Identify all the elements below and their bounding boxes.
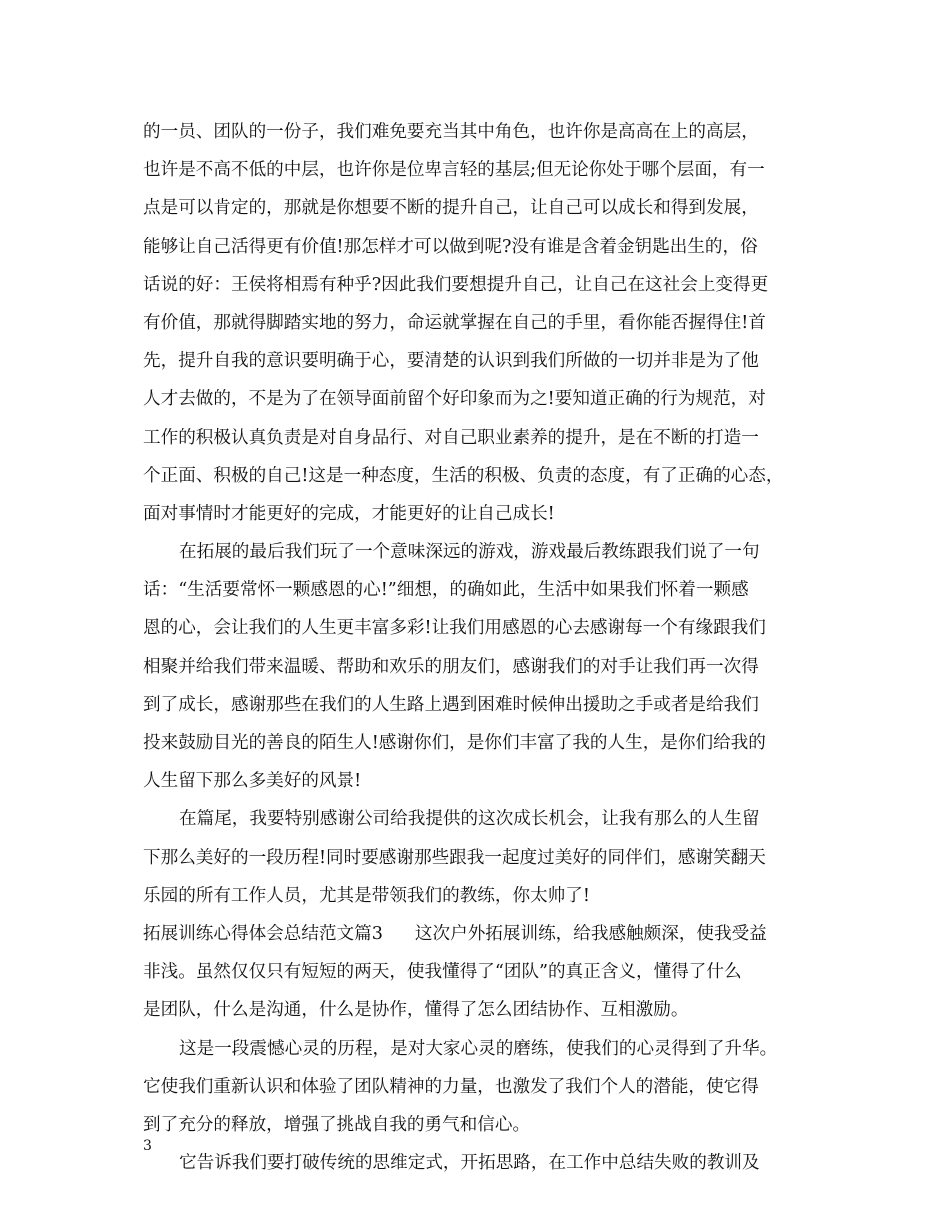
- text-line: [143, 380, 833, 418]
- text-line: [143, 189, 833, 227]
- text-line: [143, 877, 833, 915]
- text-line-content: 在篇尾，我要特别感谢公司给我提供的这次成长机会，让我有那么的人生留: [179, 809, 760, 830]
- text-line: [143, 1068, 833, 1106]
- text-line: [143, 1030, 833, 1068]
- text-line: [143, 495, 833, 533]
- text-line-content: 相聚并给我们带来温暖、帮助和欢乐的朋友们，感谢我们的对手让我们再一次得: [143, 656, 759, 677]
- text-line: [143, 800, 833, 838]
- page-number: 3: [143, 1138, 152, 1154]
- text-line: [143, 724, 833, 762]
- text-line: [143, 113, 833, 151]
- text-line: [143, 1106, 833, 1144]
- text-line-content: 人才去做的，不是为了在领导面前留个好印象而为之!要知道正确的行为规范，对: [143, 389, 766, 410]
- document-body: [143, 113, 833, 1182]
- text-line-content: 话：“生活要常怀一颗感恩的心!”细想，的确如此，生活中如果我们怀着一颗感: [143, 580, 749, 601]
- text-line-content: 它告诉我们要打破传统的思维定式，开拓思路，在工作中总结失败的教训及: [179, 1153, 760, 1174]
- text-line-content: 到了成长，感谢那些在我们的人生路上遇到困难时候伸出援助之手或者是给我们: [143, 694, 759, 715]
- text-line: [143, 228, 833, 266]
- text-line-content: 拓展训练心得体会总结范文篇3: [143, 923, 383, 944]
- text-line: [143, 457, 833, 495]
- text-line-content: 工作的积极认真负责是对自身品行、对自己职业素养的提升，是在不断的打造一: [143, 427, 759, 448]
- text-line: [143, 609, 833, 647]
- text-line-content: 是团队，什么是沟通，什么是协作，懂得了怎么团结协作、互相激励。: [143, 1000, 689, 1021]
- text-line-content: 有价值，那就得脚踏实地的努力，命运就掌握在自己的手里，看你能否握得住!首: [143, 312, 766, 333]
- text-line-content: 下那么美好的一段历程!同时要感谢那些跟我一起度过美好的同伴们，感谢笑翻天: [143, 847, 766, 868]
- text-line-content: 也许是不高不低的中层，也许你是位卑言轻的基层;但无论你处于哪个层面，有一: [143, 160, 765, 181]
- text-line: [143, 419, 833, 457]
- text-line-content: 到了充分的释放，增强了挑战自我的勇气和信心。: [143, 1114, 531, 1135]
- text-line: [143, 571, 833, 609]
- text-line: [143, 1144, 833, 1182]
- text-line: [143, 648, 833, 686]
- text-line-content: 的一员、团队的一份子，我们难免要充当其中角色，也许你是高高在上的高层，: [143, 122, 759, 142]
- text-line-content: 它使我们重新认识和体验了团队精神的力量，也激发了我们个人的潜能，使它得: [143, 1076, 759, 1097]
- text-line-content: 非浅。虽然仅仅只有短短的两天，使我懂得了“团队”的真正含义，懂得了什么: [143, 962, 742, 983]
- text-line: [143, 953, 833, 991]
- text-line: [143, 342, 833, 380]
- text-line-content: 恩的心，会让我们的人生更丰富多彩!让我们用感恩的心去感谢每一个有缘跟我们: [143, 618, 766, 639]
- text-line-content: 投来鼓励目光的善良的陌生人!感谢你们，是你们丰富了我的人生，是你们给我的: [143, 733, 766, 753]
- text-line: [143, 533, 833, 571]
- text-line-content: 面对事情时才能更好的完成，才能更好的让自己成长!: [143, 503, 555, 524]
- text-line-content: 乐园的所有工作人员，尤其是带领我们的教练，你太帅了!: [143, 885, 590, 906]
- text-line-content: 这是一段震憾心灵的历程，是对大家心灵的磨练，使我们的心灵得到了升华。: [179, 1038, 778, 1059]
- text-line: [143, 266, 833, 304]
- text-line-content: 在拓展的最后我们玩了一个意味深远的游戏，游戏最后教练跟我们说了一句: [179, 542, 760, 563]
- text-line-trailing: 这次户外拓展训练，给我感触颇深，使我受益: [414, 923, 767, 944]
- text-line-content: 话说的好：王侯将相焉有种乎?因此我们要想提升自己，让自己在这社会上变得更: [143, 274, 769, 295]
- text-line-content: 人生留下那么多美好的风景!: [143, 771, 362, 792]
- text-line: [143, 686, 833, 724]
- text-line: [143, 915, 833, 953]
- text-line-content: 点是可以肯定的，那就是你想要不断的提升自己，让自己可以成长和得到发展，: [143, 198, 759, 219]
- text-line: [143, 839, 833, 877]
- text-line: [143, 991, 833, 1029]
- text-line: [143, 762, 833, 800]
- text-line-content: 能够让自己活得更有价值!那怎样才可以做到呢?没有谁是含着金钥匙出生的，俗: [143, 236, 758, 257]
- text-line: [143, 151, 833, 189]
- text-line: [143, 304, 833, 342]
- text-line-content: 个正面、积极的自己!这是一种态度，生活的积极、负责的态度，有了正确的心态，: [143, 465, 784, 486]
- text-line-content: 先，提升自我的意识要明确于心，要清楚的认识到我们所做的一切并非是为了他: [143, 351, 759, 372]
